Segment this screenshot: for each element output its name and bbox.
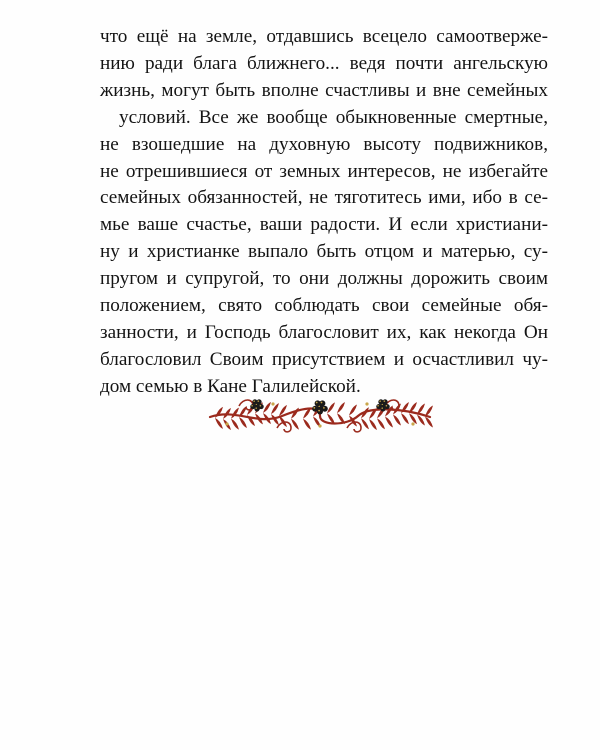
text-line: что ещё на земле, отдавшись всецело самоотверже- <box>100 26 548 47</box>
text-line: ну и христианке выпало быть отцом и матерью, су- <box>100 241 548 263</box>
floral-ornament-icon <box>207 394 433 438</box>
text-line: положением, свято соблюдать свои семейные обя- <box>100 295 548 317</box>
text-line: семейных обязанностей, не тяготитесь ими, ибо в се- <box>100 187 548 209</box>
text-line: нию ради блага ближнего... ведя почти ангельскую <box>100 52 548 74</box>
text-line: мье ваше счастье, ваши радости. И если христиани- <box>100 214 548 236</box>
text-line: дом семью в Кане Галилейской. <box>100 375 361 397</box>
text-line: благословил Своим присутствием и осчастливил чу- <box>100 348 548 370</box>
body-text <box>100 24 548 401</box>
text-line: условий. Все же вообще обыкновенные смертные, <box>119 106 548 128</box>
text-line: жизнь, могут быть вполне счастливы и вне семейных <box>100 79 548 101</box>
text-line: пругом и супругой, то они должны дорожить своим <box>100 268 548 290</box>
text-line: не отрешившиеся от земных интересов, не избегайте <box>100 160 548 182</box>
text-line: не взошедшие на духовную высоту подвижников, <box>100 133 548 155</box>
text-line: занности, и Господь благословит их, как некогда Он <box>100 321 548 343</box>
